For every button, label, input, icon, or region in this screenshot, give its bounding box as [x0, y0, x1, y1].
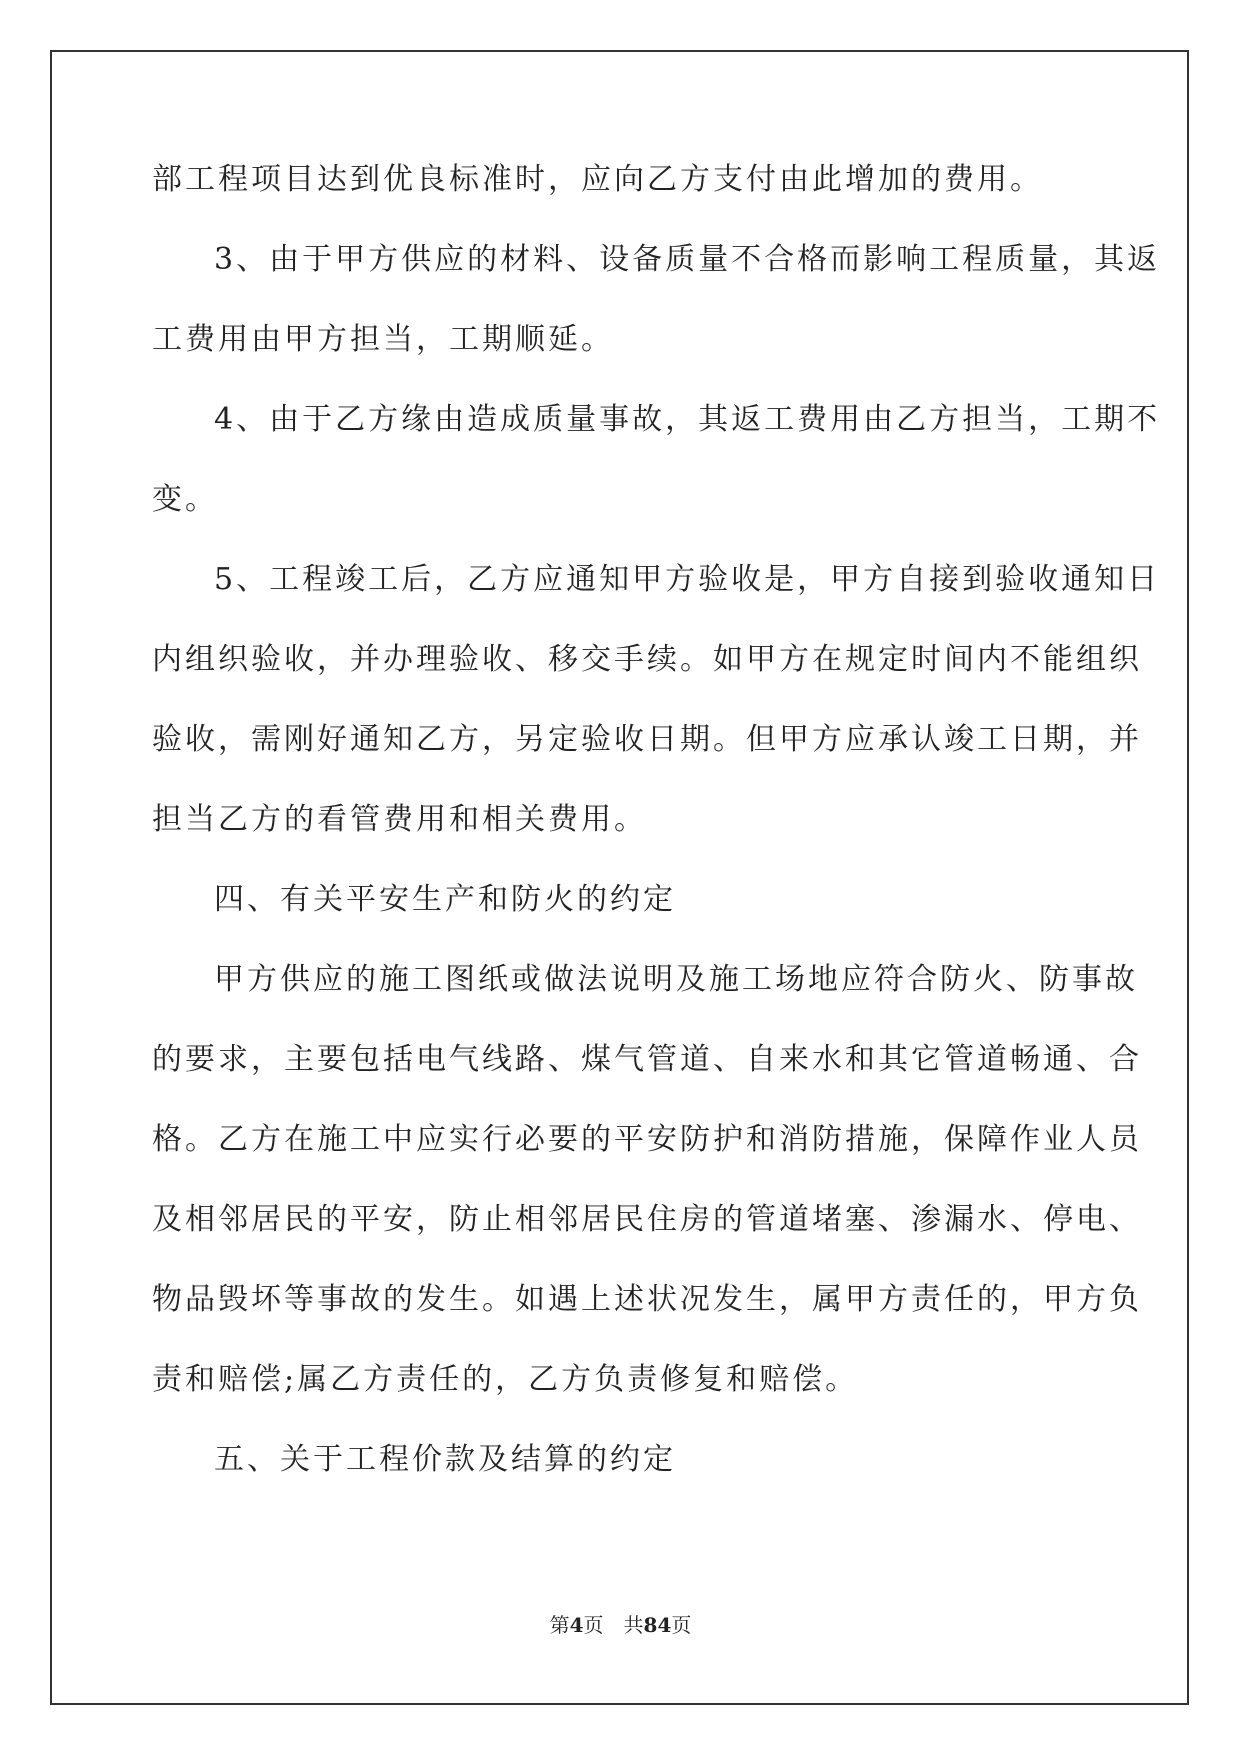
- text-line: 工费用由甲方担当，工期顺延。: [152, 322, 614, 357]
- text-line: 部工程项目达到优良标准时，应向乙方支付由此增加的费用。: [152, 162, 1043, 197]
- text-line: 验收，需刚好通知乙方，另定验收日期。但甲方应承认竣工日期，并: [152, 722, 1142, 757]
- total-pages: 84: [643, 1613, 672, 1637]
- page-number: 4: [569, 1613, 584, 1637]
- text-line: 5、工程竣工后，乙方应通知甲方验收是，甲方自接到验收通知日: [214, 562, 1161, 597]
- text-line: 及相邻居民的平安，防止相邻居民住房的管道堵塞、渗漏水、停电、: [152, 1202, 1142, 1237]
- total-prefix: 共: [623, 1613, 644, 1637]
- total-suffix: 页: [671, 1613, 692, 1637]
- text-line: 3、由于甲方供应的材料、设备质量不合格而影响工程质量，其返: [214, 242, 1161, 277]
- text-line: 责和赔偿;属乙方责任的，乙方负责修复和赔偿。: [152, 1362, 859, 1397]
- text-line: 甲方供应的施工图纸或做法说明及施工场地应符合防火、防事故: [214, 962, 1138, 997]
- text-line: 4、由于乙方缘由造成质量事故，其返工费用由乙方担当，工期不: [214, 402, 1161, 437]
- text-line: 变。: [152, 482, 218, 517]
- text-line: 担当乙方的看管费用和相关费用。: [152, 802, 647, 837]
- section-heading: 五、关于工程价款及结算的约定: [214, 1442, 676, 1477]
- text-line: 格。乙方在施工中应实行必要的平安防护和消防措施，保障作业人员: [152, 1122, 1142, 1157]
- page-suffix: 页: [583, 1613, 604, 1637]
- page-footer: [0, 1612, 1241, 1638]
- text-line: 的要求，主要包括电气线路、煤气管道、自来水和其它管道畅通、合: [152, 1042, 1142, 1077]
- text-line: 物品毁坏等事故的发生。如遇上述状况发生，属甲方责任的，甲方负: [152, 1282, 1142, 1317]
- page-prefix: 第: [549, 1613, 570, 1637]
- text-line: 内组织验收，并办理验收、移交手续。如甲方在规定时间内不能组织: [152, 642, 1142, 677]
- section-heading: 四、有关平安生产和防火的约定: [214, 882, 676, 917]
